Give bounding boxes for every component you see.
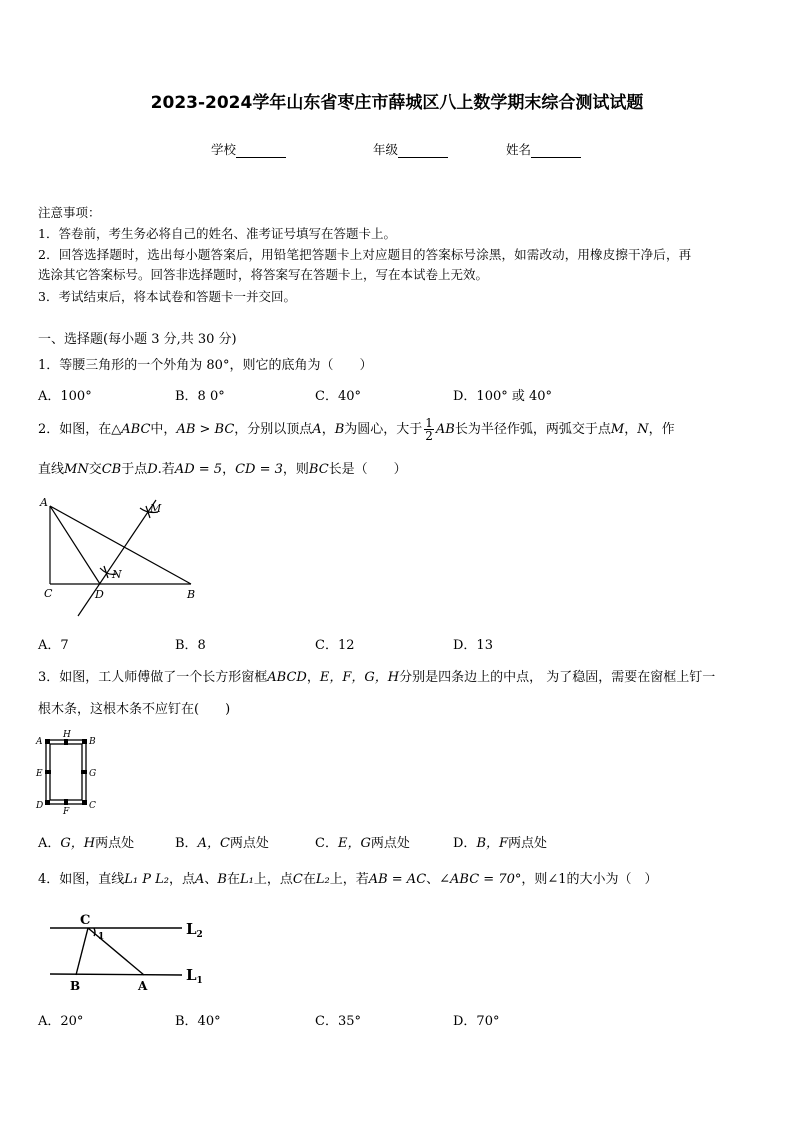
segment-cb — [76, 928, 88, 975]
grade-label: 年级 — [373, 142, 399, 157]
label-c: C — [89, 801, 96, 811]
q2-figure — [36, 492, 206, 622]
frame-outer — [46, 740, 86, 804]
label-c: C — [44, 587, 53, 600]
school-blank[interactable] — [236, 145, 286, 158]
q2-option-d[interactable]: D．13 — [453, 638, 493, 653]
note-item-3: 3．考试结束后，将本试卷和答题卡一并交回。 — [38, 289, 296, 304]
q4-option-b[interactable]: B．40° — [175, 1014, 221, 1029]
q2-stem-line1: 2．如图，在△ABC中，AB > BC，分别以顶点A，B为圆心，大于 $\frac{1}{2}$ AB长为半径作弧，两弧交于点M，N，作 — [38, 416, 675, 443]
q1-option-a[interactable]: A．100° — [38, 389, 92, 404]
label-g: G — [89, 769, 97, 779]
point-b — [82, 739, 87, 744]
note-item-2b: 选涂其它答案标号。回答非选择题时，将答案写在答题卡上，写在本试卷上无效。 — [38, 267, 489, 282]
q2-option-a[interactable]: A．7 — [38, 638, 69, 653]
grade-blank[interactable] — [398, 145, 448, 158]
label-d: D — [36, 801, 44, 811]
label-f: F — [63, 807, 70, 814]
section-heading: 一、选择题(每小题 3 分,共 30 分) — [38, 332, 237, 347]
label-h: H — [63, 730, 71, 740]
q1-option-b[interactable]: B．8 0° — [175, 389, 225, 404]
page-title: 2023-2024学年山东省枣庄市薛城区八上数学期末综合测试试题 — [150, 93, 644, 113]
segment-ca — [88, 928, 144, 975]
q1-option-d[interactable]: D．100° 或 40° — [453, 389, 553, 404]
q3-option-a[interactable]: A．G，H两点处 — [38, 836, 135, 851]
label-e: E — [36, 769, 43, 779]
q4-figure — [40, 908, 220, 994]
q2-option-b[interactable]: B．8 — [175, 638, 206, 653]
point-f — [64, 799, 68, 805]
name-field[interactable] — [506, 140, 581, 158]
frame-inner — [50, 744, 82, 800]
notes-heading: 注意事项： — [38, 205, 101, 220]
label-b: B — [89, 737, 96, 747]
q4-stem: 4．如图，直线L₁ P L₂，点A、B在L₁上，点C在L₂上，若AB = AC、∠ABC = 70°，则∠1的大小为（ ） — [38, 872, 658, 887]
q3-figure — [34, 728, 104, 814]
q1-option-c[interactable]: C．40° — [315, 389, 361, 404]
point-e — [45, 770, 51, 774]
q3-option-b[interactable]: B．A，C两点处 — [175, 836, 269, 851]
label-angle-1: 1 — [98, 932, 105, 942]
label-l2: $L_2$ — [186, 920, 203, 940]
label-a: A — [138, 979, 148, 993]
name-label: 姓名 — [506, 142, 532, 157]
q1-stem: 1．等腰三角形的一个外角为 80°，则它的底角为（ ） — [38, 358, 373, 373]
q2-stem-line2: 直线MN交CB于点D.若AD = 5，CD = 3，则BC长是（ ） — [38, 462, 407, 477]
point-a — [45, 739, 50, 744]
label-d: D — [95, 588, 104, 601]
q4-option-d[interactable]: D．70° — [453, 1014, 500, 1029]
point-c — [82, 800, 87, 805]
label-b: B — [70, 979, 81, 993]
q2-option-c[interactable]: C．12 — [315, 638, 355, 653]
label-n: N — [112, 568, 122, 581]
fraction-half: $\frac{1}{2}$ — [425, 416, 433, 443]
grade-field[interactable] — [373, 140, 448, 158]
q3-option-c[interactable]: C．E，G两点处 — [315, 836, 410, 851]
point-d — [45, 800, 50, 805]
q3-stem-line2: 根木条，这根木条不应钉在( ) — [38, 702, 231, 717]
q3-stem-line1: 3．如图，工人师傅做了一个长方形窗框ABCD，E，F，G，H分别是四条边上的中点， 为了稳固，需要在窗框上钉一 — [38, 670, 716, 685]
label-m: M — [150, 502, 162, 515]
q4-option-a[interactable]: A．20° — [38, 1014, 84, 1029]
school-label: 学校 — [211, 142, 237, 157]
q3-option-d[interactable]: D．B，F两点处 — [453, 836, 548, 851]
q4-option-c[interactable]: C．35° — [315, 1014, 361, 1029]
angle-1-arc — [94, 928, 95, 936]
label-l1: $L_1$ — [186, 966, 203, 986]
label-c: C — [80, 913, 91, 928]
name-blank[interactable] — [531, 145, 581, 158]
note-item-2a: 2．回答选择题时，选出每小题答案后，用铅笔把答题卡上对应题目的答案标号涂黑，如需改动，用橡皮擦干净后，再 — [38, 247, 692, 262]
note-item-1: 1．答卷前，考生务必将自己的姓名、准考证号填写在答题卡上。 — [38, 226, 396, 241]
segment-ad — [50, 506, 100, 584]
label-a: A — [36, 737, 43, 747]
label-a: A — [40, 496, 48, 509]
label-b: B — [187, 588, 196, 601]
school-field[interactable] — [211, 140, 286, 158]
line-l1 — [50, 974, 182, 975]
point-g — [81, 770, 87, 774]
